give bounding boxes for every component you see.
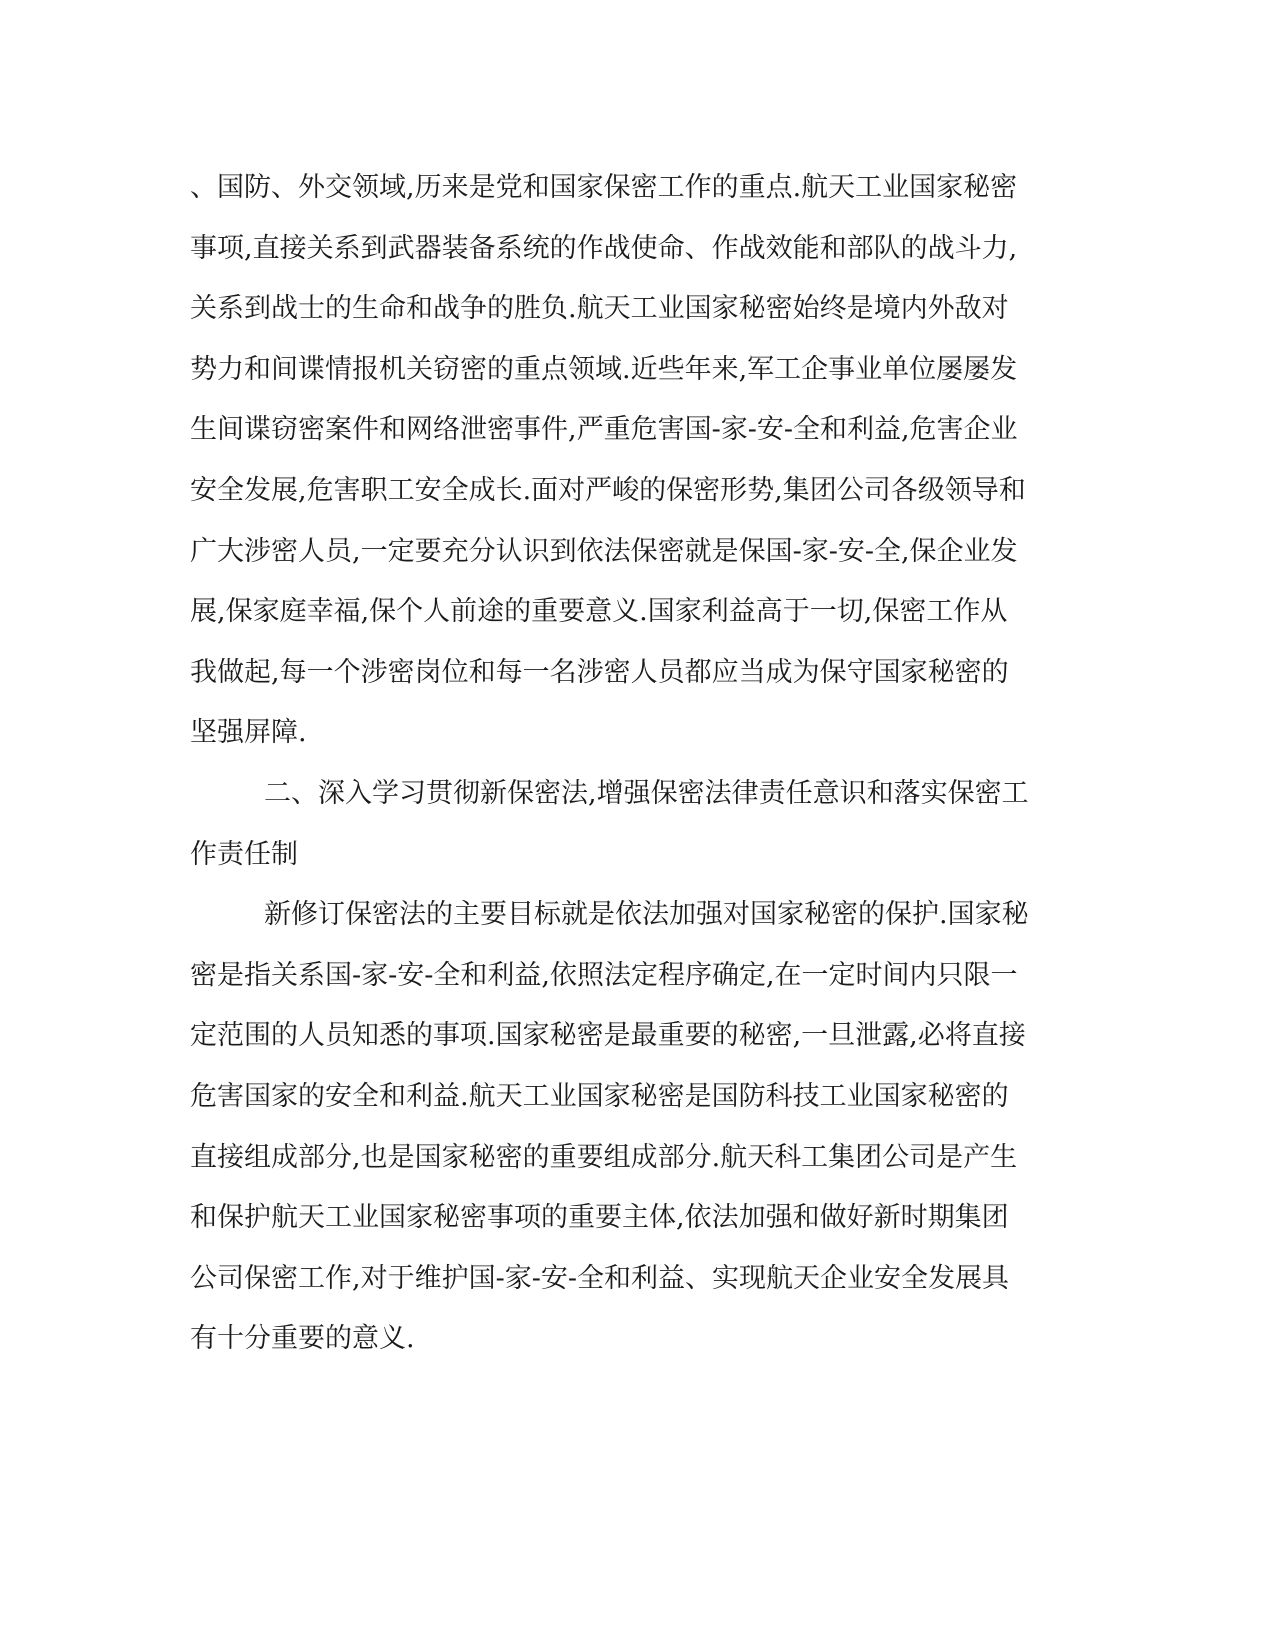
paragraph-new-law: [190, 885, 1085, 1370]
text-line: 安全发展,危害职工安全成长.面对严峻的保密形势,集团公司各级领导和: [190, 474, 1026, 506]
text-line: 有十分重要的意义.: [190, 1323, 415, 1355]
text-line: 直接组成部分,也是国家秘密的重要组成部分.航天科工集团公司是产生: [190, 1141, 1018, 1173]
text-line: 密是指关系国-家-安-全和利益,依照法定程序确定,在一定时间内只限一: [190, 959, 1018, 991]
text-line: 、国防、外交领域,历来是党和国家保密工作的重点.航天工业国家秘密: [190, 172, 1018, 203]
text-line: 公司保密工作,对于维护国-家-安-全和利益、实现航天企业安全发展具: [190, 1262, 1009, 1294]
text-line: 生间谍窃密案件和网络泄密事件,严重危害国-家-安-全和利益,危害企业: [190, 414, 1018, 446]
document-body: [190, 158, 1085, 1370]
text-line: 我做起,每一个涉密岗位和每一名涉密人员都应当成为保守国家秘密的: [190, 656, 1009, 688]
text-line: 危害国家的安全和利益.航天工业国家秘密是国防科技工业国家秘密的: [190, 1080, 1009, 1112]
text-line: 事项,直接关系到武器装备系统的作战使命、作战效能和部队的战斗力,: [190, 232, 1018, 264]
text-line: 关系到战士的生命和战争的胜负.航天工业国家秘密始终是境内外敌对: [190, 293, 1009, 325]
section-heading-two: [190, 764, 1085, 885]
text-line: 坚强屏障.: [190, 717, 307, 749]
text-line: 和保护航天工业国家秘密事项的重要主体,依法加强和做好新时期集团: [190, 1202, 1009, 1234]
text-line: 新修订保密法的主要目标就是依法加强对国家秘密的保护.国家秘: [264, 899, 1029, 931]
text-line: 势力和间谍情报机关窃密的重点领域.近些年来,军工企事业单位屡屡发: [190, 353, 1018, 385]
text-line: 广大涉密人员,一定要充分认识到依法保密就是保国-家-安-全,保企业发: [190, 535, 1018, 567]
paragraph-security-importance: [190, 158, 1085, 764]
heading-line: 作责任制: [190, 838, 298, 870]
text-line: 展,保家庭幸福,保个人前途的重要意义.国家利益高于一切,保密工作从: [190, 596, 1008, 628]
text-line: 定范围的人员知悉的事项.国家秘密是最重要的秘密,一旦泄露,必将直接: [190, 1020, 1026, 1052]
heading-line: 二、深入学习贯彻新保密法,增强保密法律责任意识和落实保密工: [264, 777, 1029, 809]
